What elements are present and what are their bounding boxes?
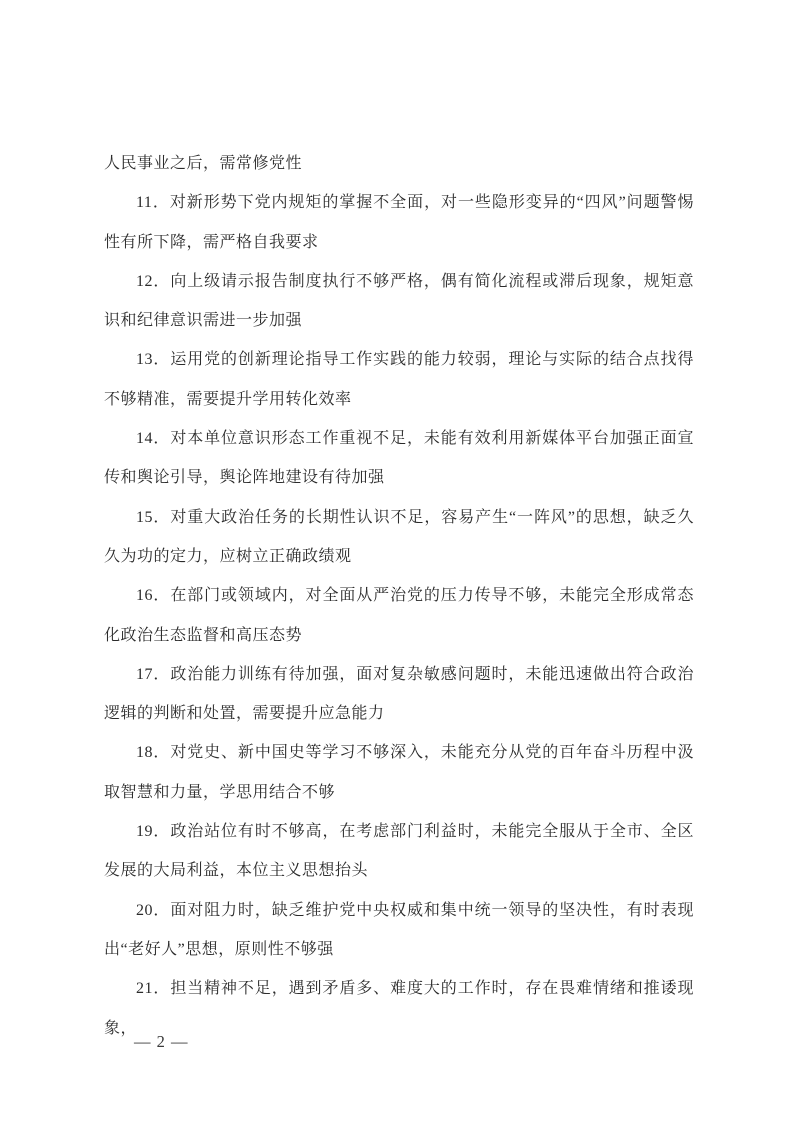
item-text: 政治站位有时不够高，在考虑部门利益时，未能完全服从于全市、全区发展的大局利益，本位主义思想抬头 — [104, 823, 694, 880]
list-item-13 — [104, 340, 694, 419]
continuation-text: 人民事业之后，需常修党性 — [104, 155, 303, 172]
list-item-14 — [104, 419, 694, 498]
list-item-20 — [104, 891, 694, 970]
item-text: 担当精神不足，遇到矛盾多、难度大的工作时，存在畏难情绪和推诿现象， — [104, 980, 694, 1037]
continuation-paragraph — [104, 144, 694, 183]
item-number: 12． — [136, 272, 171, 290]
item-number: 15． — [136, 508, 171, 526]
item-number: 20． — [136, 901, 171, 919]
item-number: 19． — [136, 823, 171, 841]
item-number: 21． — [136, 980, 171, 998]
item-text: 对重大政治任务的长期性认识不足，容易产生“一阵风”的思想，缺乏久久为功的定力，应树立正确政绩观 — [104, 508, 694, 565]
item-number: 17． — [136, 665, 171, 683]
item-text: 政治能力训练有待加强，面对复杂敏感问题时，未能迅速做出符合政治逻辑的判断和处置，需要提升应急能力 — [104, 665, 694, 723]
list-item-15 — [104, 498, 694, 577]
list-item-19 — [104, 812, 694, 891]
list-item-11 — [104, 183, 694, 262]
item-number: 18． — [136, 744, 171, 762]
list-item-16 — [104, 576, 694, 655]
item-number: 16． — [136, 587, 171, 605]
item-number: 14． — [136, 430, 171, 448]
item-text: 向上级请示报告制度执行不够严格，偶有简化流程或滞后现象，规矩意识和纪律意识需进一步加强 — [104, 272, 694, 330]
item-number: 13． — [136, 351, 171, 369]
page-number-footer: — 2 — — [134, 1032, 189, 1051]
item-text: 对新形势下党内规矩的掌握不全面，对一些隐形变异的“四风”问题警惕性有所下降，需严格自我要求 — [104, 194, 694, 251]
item-number: 11． — [136, 194, 170, 212]
item-text: 在部门或领域内，对全面从严治党的压力传导不够，未能完全形成常态化政治生态监督和高压态势 — [104, 587, 694, 644]
item-text: 对本单位意识形态工作重视不足，未能有效利用新媒体平台加强正面宣传和舆论引导，舆论阵地建设有待加强 — [104, 430, 694, 487]
list-item-21 — [104, 969, 694, 1048]
list-item-18 — [104, 733, 694, 812]
list-item-12 — [104, 262, 694, 341]
item-text: 对党史、新中国史等学习不够深入，未能充分从党的百年奋斗历程中汲取智慧和力量，学思用结合不够 — [104, 744, 694, 801]
list-item-17 — [104, 655, 694, 734]
item-text: 运用党的创新理论指导工作实践的能力较弱，理论与实际的结合点找得不够精准，需要提升学用转化效率 — [104, 351, 694, 408]
document-body — [104, 144, 694, 1048]
item-text: 面对阻力时，缺乏维护党中央权威和集中统一领导的坚决性，有时表现出“老好人”思想，原则性不够强 — [104, 901, 694, 958]
